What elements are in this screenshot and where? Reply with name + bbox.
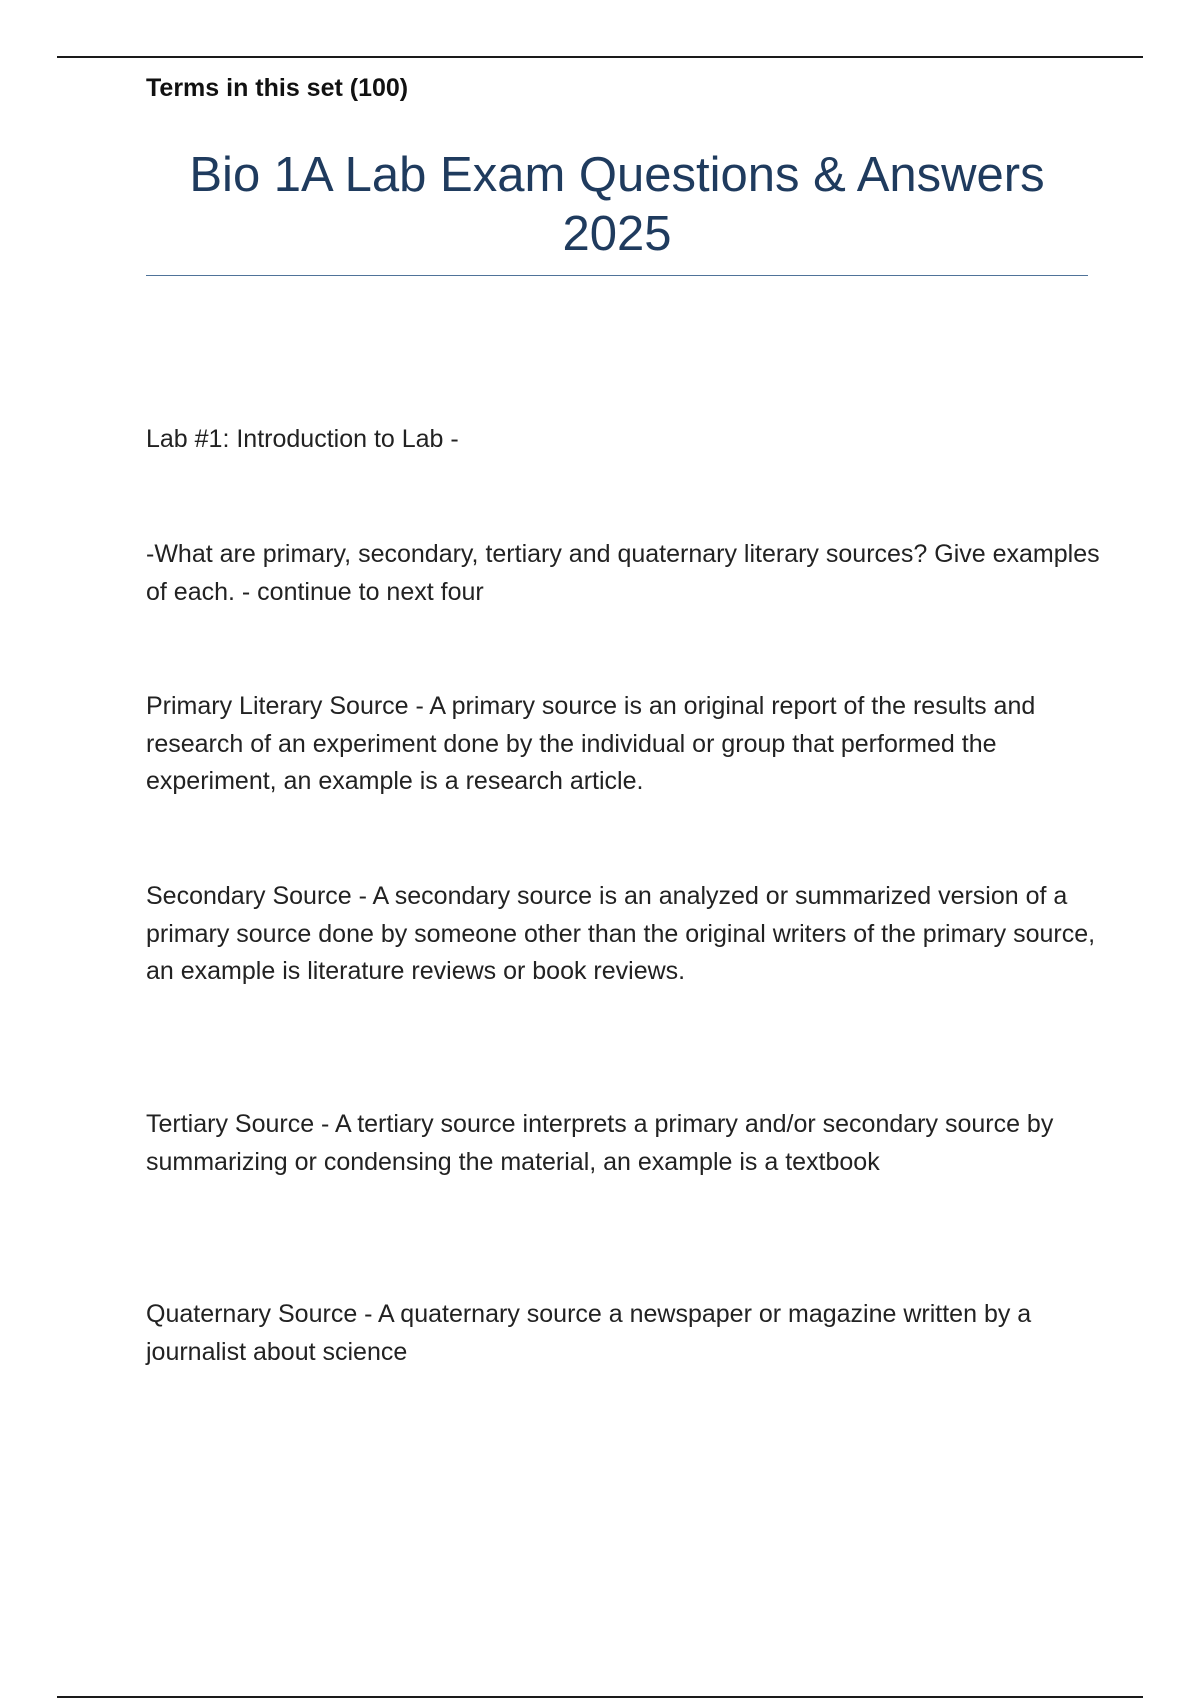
list-item: Tertiary Source - A tertiary source interprets a primary and/or secondary source by summarizing or condensing the material, an example is a textbook bbox=[146, 1110, 1054, 1176]
terms-count-heading: Terms in this set (100) bbox=[146, 74, 409, 102]
list-item: -What are primary, secondary, tertiary and quaternary literary sources? Give examples of each. - continue to next four bbox=[146, 540, 1100, 606]
bottom-divider bbox=[57, 1696, 1143, 1698]
page-title: Bio 1A Lab Exam Questions & Answers 2025 bbox=[189, 148, 1045, 261]
list-item: Quaternary Source - A quaternary source a newspaper or magazine written by a journalist about science bbox=[146, 1300, 1032, 1366]
list-item: Secondary Source - A secondary source is an analyzed or summarized version of a primary source done by someone other than the original writers of the primary source, an example is literature reviews or book reviews. bbox=[146, 882, 1096, 985]
list-item: Lab #1: Introduction to Lab - bbox=[146, 425, 459, 453]
title-underline bbox=[146, 275, 1088, 276]
top-divider bbox=[57, 56, 1143, 58]
list-item: Primary Literary Source - A primary source is an original report of the results and research of an experiment done by the individual or group that performed the experiment, an example is a research article. bbox=[146, 692, 1036, 795]
